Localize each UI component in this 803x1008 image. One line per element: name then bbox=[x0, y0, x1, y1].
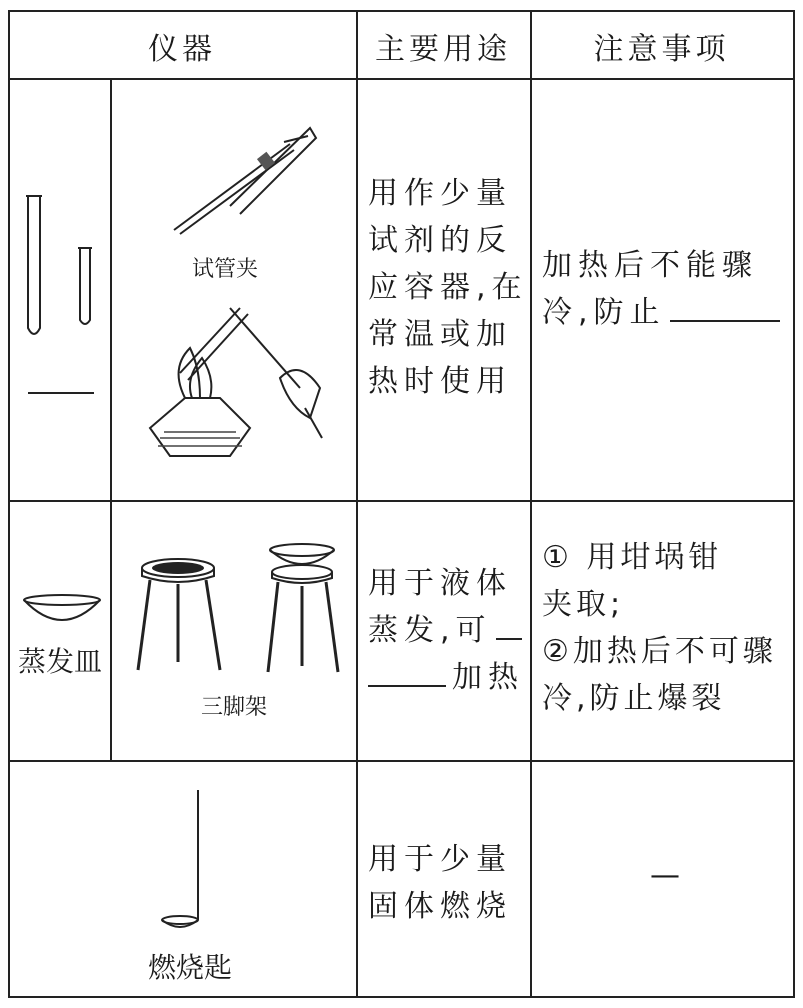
table-inner-divider bbox=[110, 78, 112, 762]
answer-blank-notes[interactable] bbox=[670, 320, 780, 322]
caption-combustion-spoon: 燃烧匙 bbox=[147, 951, 232, 984]
tripod-icon bbox=[130, 552, 226, 676]
header-instrument: 仪器 bbox=[148, 32, 216, 67]
row1-notes-text: 加热后不能骤 冷,防止 bbox=[542, 242, 792, 336]
answer-blank-use-2[interactable] bbox=[368, 685, 446, 687]
header-notes: 注意事项 bbox=[593, 32, 730, 67]
table-header-divider bbox=[8, 78, 795, 80]
header-use: 主要用途 bbox=[375, 32, 511, 67]
caption-test-tube-holder: 试管夹 bbox=[191, 257, 258, 282]
answer-blank-use-1[interactable] bbox=[496, 638, 522, 640]
answer-blank-instrument[interactable] bbox=[28, 392, 94, 394]
table-col-divider-1 bbox=[356, 10, 358, 998]
table-border-bottom bbox=[8, 996, 795, 998]
table-border-left bbox=[8, 10, 10, 998]
evaporating-dish-icon bbox=[22, 590, 102, 630]
test-tube-illustration bbox=[20, 190, 100, 350]
test-tube-holder-icon bbox=[170, 118, 320, 238]
table-col-divider-2 bbox=[530, 10, 532, 998]
caption-tripod: 三脚架 bbox=[200, 695, 267, 720]
row2-notes-text: ① 用坩埚钳 夹取; ②加热后不可骤 冷,防止爆裂 bbox=[542, 540, 777, 716]
table-row-divider-2 bbox=[8, 760, 795, 762]
row2-use-text: 用于液体 蒸发,可 加热 bbox=[368, 566, 524, 695]
table-border-right bbox=[793, 10, 795, 998]
caption-evaporating-dish: 蒸发皿 bbox=[17, 645, 102, 678]
combustion-spoon-icon bbox=[160, 788, 220, 938]
row3-notes-dash: — bbox=[650, 858, 680, 893]
row3-use-text: 用于少量 固体燃烧 bbox=[368, 842, 512, 924]
heating-test-tube-illustration bbox=[130, 288, 330, 468]
table-border-top bbox=[8, 10, 795, 12]
table-row-divider-1 bbox=[8, 500, 795, 502]
tripod-with-dish-icon bbox=[262, 542, 342, 676]
row1-use-text: 用作少量 试剂的反 应容器,在 常温或加 热时使用 bbox=[368, 176, 528, 399]
